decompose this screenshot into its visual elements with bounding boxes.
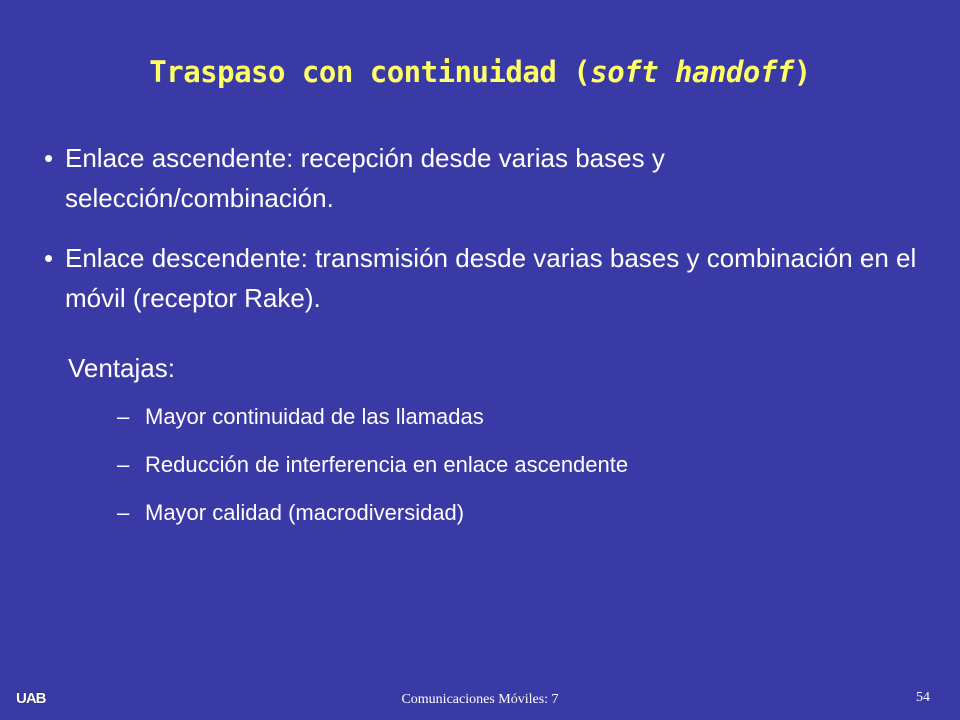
advantage-item	[117, 450, 628, 480]
title-prefix: Traspaso con continuidad (	[149, 55, 591, 89]
bullet-marker: •	[44, 243, 54, 273]
bullet-uplink	[44, 138, 924, 218]
advantage-text: Reducción de interferencia en enlace ascendente	[145, 452, 629, 477]
bullet-downlink	[44, 238, 924, 318]
advantage-marker: –	[117, 452, 130, 477]
bullet-marker: •	[44, 143, 54, 173]
page-number: 54	[916, 690, 930, 705]
advantage-text: Mayor calidad (macrodiversidad)	[145, 500, 465, 525]
advantage-marker: –	[117, 404, 130, 429]
uab-logo: UAB	[16, 690, 46, 707]
advantage-item	[117, 402, 484, 432]
slide-title	[0, 55, 960, 89]
advantage-item	[117, 498, 464, 528]
bullet-text: Enlace descendente: transmisión desde varias bases y combinación en el móvil (receptor Rake).	[65, 243, 917, 313]
title-suffix: )	[793, 55, 811, 89]
advantages-heading: Ventajas:	[68, 353, 175, 383]
footer-course-title: Comunicaciones Móviles: 7	[401, 692, 559, 707]
advantage-text: Mayor continuidad de las llamadas	[145, 404, 484, 429]
advantage-marker: –	[117, 500, 130, 525]
bullet-text: Enlace ascendente: recepción desde varias bases y selección/combinación.	[65, 143, 665, 213]
title-italic-term: soft handoff	[590, 55, 794, 89]
